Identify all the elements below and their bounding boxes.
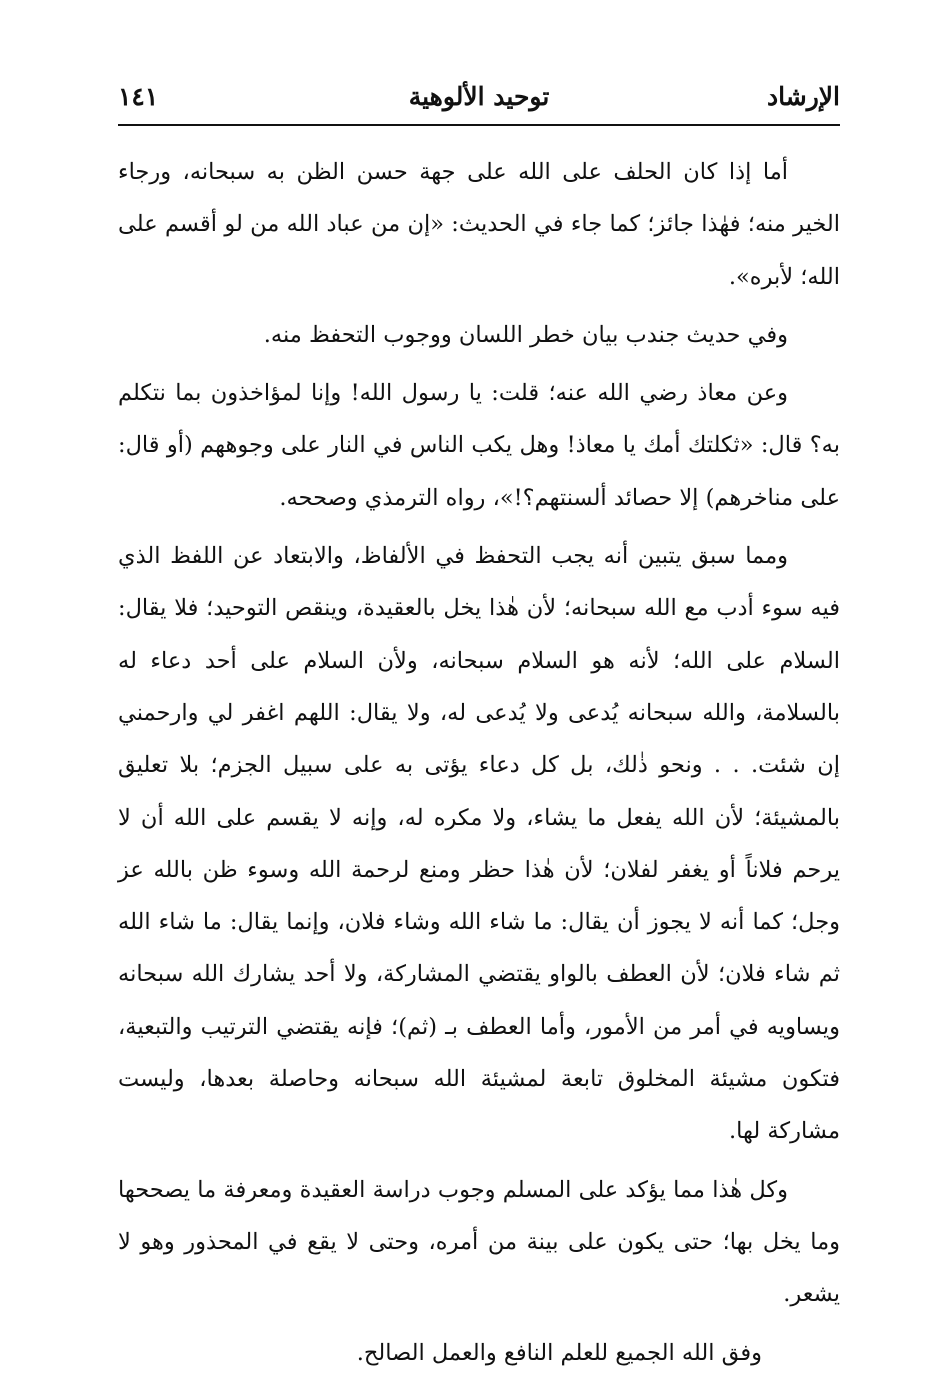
header-divider <box>118 124 840 126</box>
paragraph-closing: وفق الله الجميع للعلم النافع والعمل الصالح. <box>356 1339 762 1366</box>
chapter-title: توحيد الألوهية <box>408 82 550 111</box>
paragraph-creed: وكل هٰذا مما يؤكد على المسلم وجوب دراسة العقيدة ومعرفة ما يصححها وما يخل بها؛ حتى يكون على بينة من أمره، وحتى لا يقع في المحذور وهو لا يشعر. <box>118 1176 840 1308</box>
paragraph-jundab: وفي حديث جندب بيان خطر اللسان ووجوب التحفظ منه. <box>263 321 788 348</box>
paragraph-oath: أما إذا كان الحلف على الله على جهة حسن الظن به سبحانه، ورجاء الخير منه؛ فهٰذا جائز؛ كما جاء في الحديث: «إن من عباد الله من لو أقسم على الله؛ لأبره». <box>118 159 840 290</box>
running-header <box>118 78 840 124</box>
page-number: ١٤١ <box>118 82 159 111</box>
book-title: الإرشاد <box>767 82 840 111</box>
paragraph-words: ومما سبق يتبين أنه يجب التحفظ في الألفاظ، والابتعاد عن اللفظ الذي فيه سوء أدب مع الله سبحانه؛ لأن هٰذا يخل بالعقيدة، وينقص التوحيد؛ فلا يقال: السلام على الله؛ لأنه هو السلام سبحانه، ولأن السلام على أحد دعاء له بالسلامة، والله سبحانه يُدعى ولا يُدعى له، ولا يقال: اللهم اغفر لي وارحمني إن شئت. . . ونحو ذٰلك، بل كل دعاء يؤتى به على سبيل الجزم؛ بلا تعليق بالمشيئة؛ لأن الله يفعل ما يشاء، ولا مكره له، وإنه لا يقسم على الله أن لا يرحم فلاناً أو يغفر لفلان؛ لأن هٰذا حظر ومنع لرحمة الله وسوء ظن بالله عز وجل؛ كما أنه لا يجوز أن يقال: ما شاء الله وشاء فلان، وإنما يقال: ما شاء الله ثم شاء فلان؛ لأن العطف بالواو يقتضي المشاركة، ولا أحد يشارك الله سبحانه ويساويه في أمر من الأمور، وأما العطف بـ (ثم)؛ فإنه يقتضي الترتيب والتبعية، فتكون مشيئة المخلوق تابعة لمشيئة الله سبحانه وحاصلة بعدها، وليست مشاركة لها. <box>118 543 840 1145</box>
paragraph-muadh: وعن معاذ رضي الله عنه؛ قلت: يا رسول الله! وإنا لمؤاخذون بما نتكلم به؟ قال: «ثكلتك أمك يا معاذ! وهل يكب الناس في النار على وجوههم (أو قال: على مناخرهم) إلا حصائد ألسنتهم؟!»، رواه الترمذي وصححه. <box>118 380 840 511</box>
body-text <box>118 146 840 1379</box>
